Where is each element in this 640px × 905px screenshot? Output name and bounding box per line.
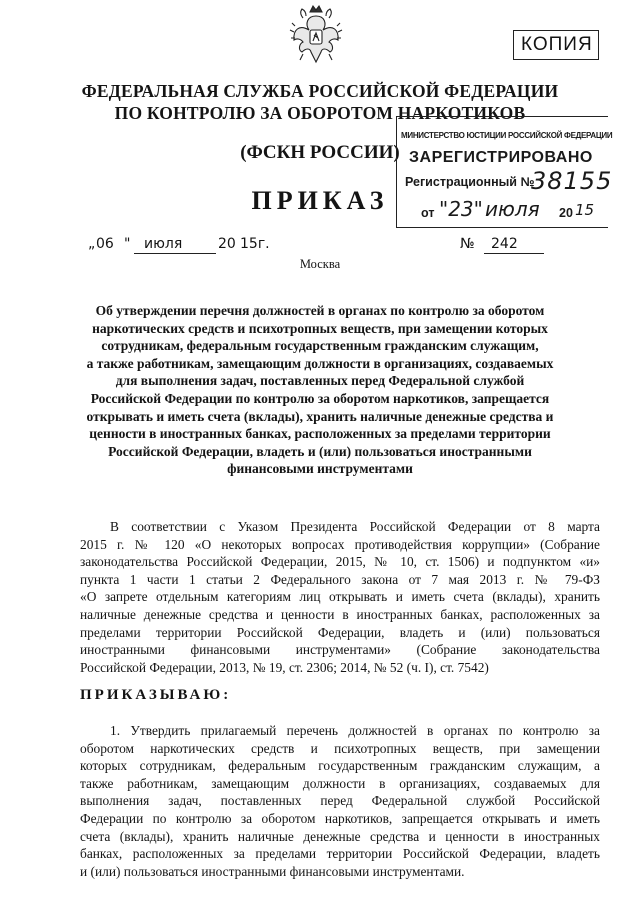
stamp-date-day: "23" <box>439 197 483 221</box>
preamble-line: 2015 г. № 120 «О некоторых вопросах противодействия коррупции» (Собрание <box>80 536 600 552</box>
item-line: выполнения задач, поставленных перед Федеральной службой Российской <box>80 793 600 809</box>
title-line: открывать и иметь счета (вклады), хранить наличные денежные средства и <box>86 408 554 424</box>
title-line: наркотических средств и психотропных веществ, при замещении которых <box>92 320 548 336</box>
ordering-heading: ПРИКАЗЫВАЮ: <box>80 687 232 703</box>
preamble-line: наличные денежные средства и ценности в иностранных банках, расположенных за <box>80 606 600 622</box>
title-line: Российской Федерации, владеть и (или) пользоваться иностранными <box>108 443 532 459</box>
date-quote-close: " <box>124 236 131 252</box>
title-line: а также работникам, замещающим должности в организациях, создаваемых <box>86 355 554 371</box>
stamp-registered: ЗАРЕГИСТРИРОВАНО <box>409 149 593 166</box>
order-number-sign: № <box>460 236 475 252</box>
item-line: 1. Утвердить прилагаемый перечень должностей в органах по контролю за <box>110 723 600 738</box>
order-date-line <box>88 236 558 258</box>
stamp-date-month: июля <box>485 197 540 221</box>
stamp-ministry: МИНИСТЕРСТВО ЮСТИЦИИ РОССИЙСКОЙ ФЕДЕРАЦИИ <box>401 131 613 140</box>
stamp-number-label: Регистрационный № <box>405 175 535 189</box>
item-line: оборотом наркотических средств и психотропных веществ, при замещении <box>80 740 600 756</box>
coat-of-arms-icon <box>289 4 343 66</box>
item-line: и (или) пользоваться иностранными финансовыми инструментами. <box>80 863 465 879</box>
preamble-paragraph <box>80 518 600 676</box>
item-line: также работникам, замещающим должности в организациях, создаваемых для <box>80 775 600 791</box>
stamp-date-prefix: от <box>421 206 435 220</box>
title-line: ценности в иностранных банках, расположенных за пределами территории <box>89 426 551 442</box>
title-line: Об утверждении перечня должностей в органах по контролю за оборотом <box>95 303 545 318</box>
stamp-date-year-prefix: 20 <box>559 206 573 220</box>
preamble-line: Российской Федерации, 2013, № 19, ст. 2306; 2014, № 52 (ч. I), ст. 7542) <box>80 659 489 675</box>
preamble-line: «О запрете отдельным категориям лиц открывать и иметь счета (вклады), хранить <box>80 589 600 605</box>
city: Москва <box>299 257 341 271</box>
agency-name-line1: ФЕДЕРАЛЬНАЯ СЛУЖБА РОССИЙСКОЙ ФЕДЕРАЦИИ <box>81 81 559 101</box>
copy-stamp: КОПИЯ <box>513 30 599 60</box>
registration-stamp <box>396 116 613 228</box>
preamble-line: законодательства Российской Федерации, 2015, № 10, ст. 1506) и подпунктом «и» <box>80 554 600 570</box>
preamble-line: пункта 1 части 1 статьи 2 Федерального закона от 7 мая 2013 г. № 79-ФЗ <box>80 571 600 587</box>
date-quote-open: „ <box>88 236 96 252</box>
preamble-line: иностранными финансовыми инструментами» (Собрание законодательства <box>80 642 600 658</box>
item-line: банках, расположенных за пределами территории Российской Федерации, владеть <box>80 846 600 862</box>
preamble-line: В соответствии с Указом Президента Российской Федерации от 8 марта <box>110 519 600 534</box>
order-year: 15г. <box>240 236 270 252</box>
title-line: Российской Федерации по контролю за оборотом наркотиков, запрещается <box>90 390 550 406</box>
item-1-paragraph <box>80 722 600 880</box>
agency-abbreviation: (ФСКН РОССИИ) <box>240 142 400 163</box>
item-line: Федерации по контролю за оборотом наркотиков, запрещается открывать и иметь <box>80 810 600 826</box>
item-line: которых сотрудникам, федеральным государственным гражданским служащим, а <box>80 758 600 774</box>
month-underline <box>134 253 216 254</box>
order-month: июля <box>144 236 183 252</box>
title-line: сотрудникам, федеральным государственным гражданским служащим, <box>101 338 539 354</box>
order-day: 06 <box>96 236 114 252</box>
title-line: финансовыми инструментами <box>227 461 413 477</box>
agency-name-line2: ПО КОНТРОЛЮ ЗА ОБОРОТОМ НАРКОТИКОВ <box>114 103 526 123</box>
order-number: 242 <box>491 236 518 252</box>
document-title <box>60 302 580 478</box>
document-type-heading: ПРИКАЗ <box>251 186 389 215</box>
item-line: счета (вклады), хранить наличные денежные средства и ценности в иностранных <box>80 828 600 844</box>
number-underline <box>484 253 544 254</box>
order-century: 20 <box>218 236 236 252</box>
title-line: для выполнения задач, поставленных перед Федеральной службой <box>115 373 525 389</box>
stamp-date-year: 15 <box>575 201 595 219</box>
stamp-number: 38155 <box>531 167 613 195</box>
preamble-line: пределами территории Российской Федерации, владеть и (или) пользоваться <box>80 624 600 640</box>
